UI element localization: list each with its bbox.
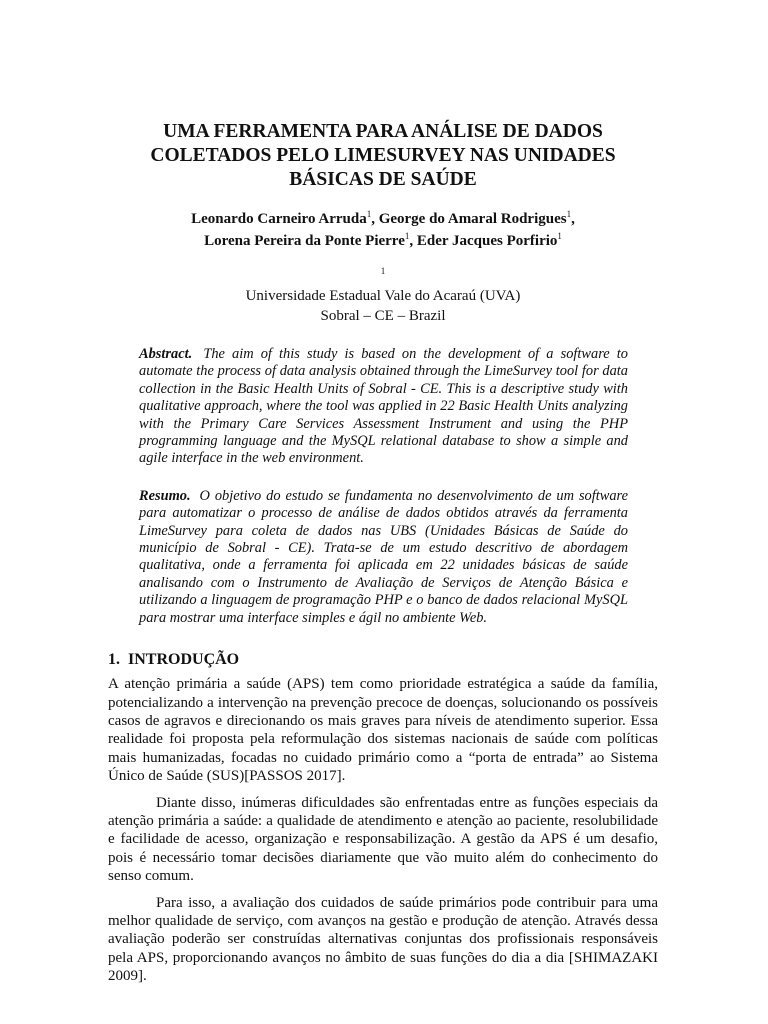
abstract [139, 346, 628, 468]
resumo-label: Resumo. [139, 487, 191, 504]
author-affiliation-mark: 1 [557, 231, 562, 241]
body-paragraph: Diante disso, inúmeras dificuldades são enfrentadas entre as funções especiais da atenção primária a saúde: a qualidade de atendimento e atenção ao paciente, resolubilidade e facilidade de acesso, organização e responsabilização. A gestão da APS é um desafio, pois é necessário tomar decisões diariamente que vão muito além do conhecimento do senso comum. [108, 794, 658, 885]
author-name: George do Amaral Rodrigues [378, 211, 567, 227]
institution-name: Universidade Estadual Vale do Acaraú (UVA) [245, 288, 521, 304]
section-number: 1. [108, 651, 120, 669]
affiliation-location: Sobral – CE – Brazil [320, 308, 446, 324]
author-separator: , [371, 211, 379, 227]
affiliation-institution [108, 266, 658, 306]
author-name: Lorena Pereira da Ponte Pierre [204, 233, 405, 249]
paper-title [128, 120, 638, 192]
author-line [108, 208, 658, 230]
author-list [108, 208, 658, 252]
author-name: Eder Jacques Porfirio [416, 233, 558, 249]
affiliation-mark: 1 [380, 266, 386, 276]
title-line: BÁSICAS DE SAÚDE [289, 169, 477, 190]
resumo-text: O objetivo do estudo se fundamenta no desenvolvimento de um software para automatizar o processo de análise de dados obtidos através da ferramenta LimeSurvey para coleta de dados nas UBS (Unidades Básicas de Saúde do município de Sobral - CE). Trata-se de um estudo descritivo de abordagem qualitativa, onde a ferramenta foi aplicada em 22 unidades básicas de saúde analisando com o Instrumento de Avaliação de Serviços de Atenção Básica e utilizando a linguagem de programação PHP e o banco de dados relacional MySQL para mostrar uma interface simples e ágil no ambiente Web. [139, 487, 628, 626]
title-line: COLETADOS PELO LIMESURVEY NAS UNIDADES [150, 145, 616, 166]
abstract-text: The aim of this study is based on the development of a software to automate the process of data analysis obtained through the LimeSurvey tool for data collection in the Basic Health Units of Sobral - CE. This is a descriptive study with qualitative approach, where the tool was applied in 22 Basic Health Units analyzing with the Primary Care Services Assessment Instrument and using the PHP programming language and the MySQL relational database to show a simple and agile interface in the web environment. [139, 346, 628, 467]
body-paragraph: A atenção primária a saúde (APS) tem como prioridade estratégica a saúde da família, potencializando a intervenção na prevenção precoce de doenças, solucionando os possíveis casos de agravos e direcionando os mais graves para níveis de atendimento superior. Essa realidade foi proposta pela reformulação dos sistemas nacionais de saúde com políticas mais humanizadas, focadas no cuidado primário como a “porta de entrada” ao Sistema Único de Saúde (SUS)[PASSOS 2017]. [108, 676, 658, 785]
title-line: UMA FERRAMENTA PARA ANÁLISE DE DADOS [163, 121, 603, 142]
abstract-label: Abstract. [139, 346, 193, 362]
section-heading [108, 649, 658, 671]
author-name: Leonardo Carneiro Arruda [191, 211, 367, 227]
author-affiliation-mark: 1 [366, 209, 372, 219]
body-paragraph: Para isso, a avaliação dos cuidados de saúde primários pode contribuir para uma melhor qualidade de serviço, com avanços na gestão e produção de atenção. Através dessa avaliação poderão ser construídas alternativas conjuntas dos profissionais responsáveis pela APS, proporcionando avanços no âmbito de suas funções do dia a dia [SHIMAZAKI 2009]. [108, 894, 658, 985]
section-title: INTRODUÇÃO [128, 651, 240, 669]
author-separator: , [409, 233, 417, 249]
author-affiliation-mark: 1 [566, 209, 572, 219]
author-separator: , [571, 211, 575, 227]
author-affiliation-mark: 1 [404, 231, 410, 241]
affiliation [108, 266, 658, 326]
author-line [108, 230, 658, 252]
resumo [139, 488, 628, 627]
